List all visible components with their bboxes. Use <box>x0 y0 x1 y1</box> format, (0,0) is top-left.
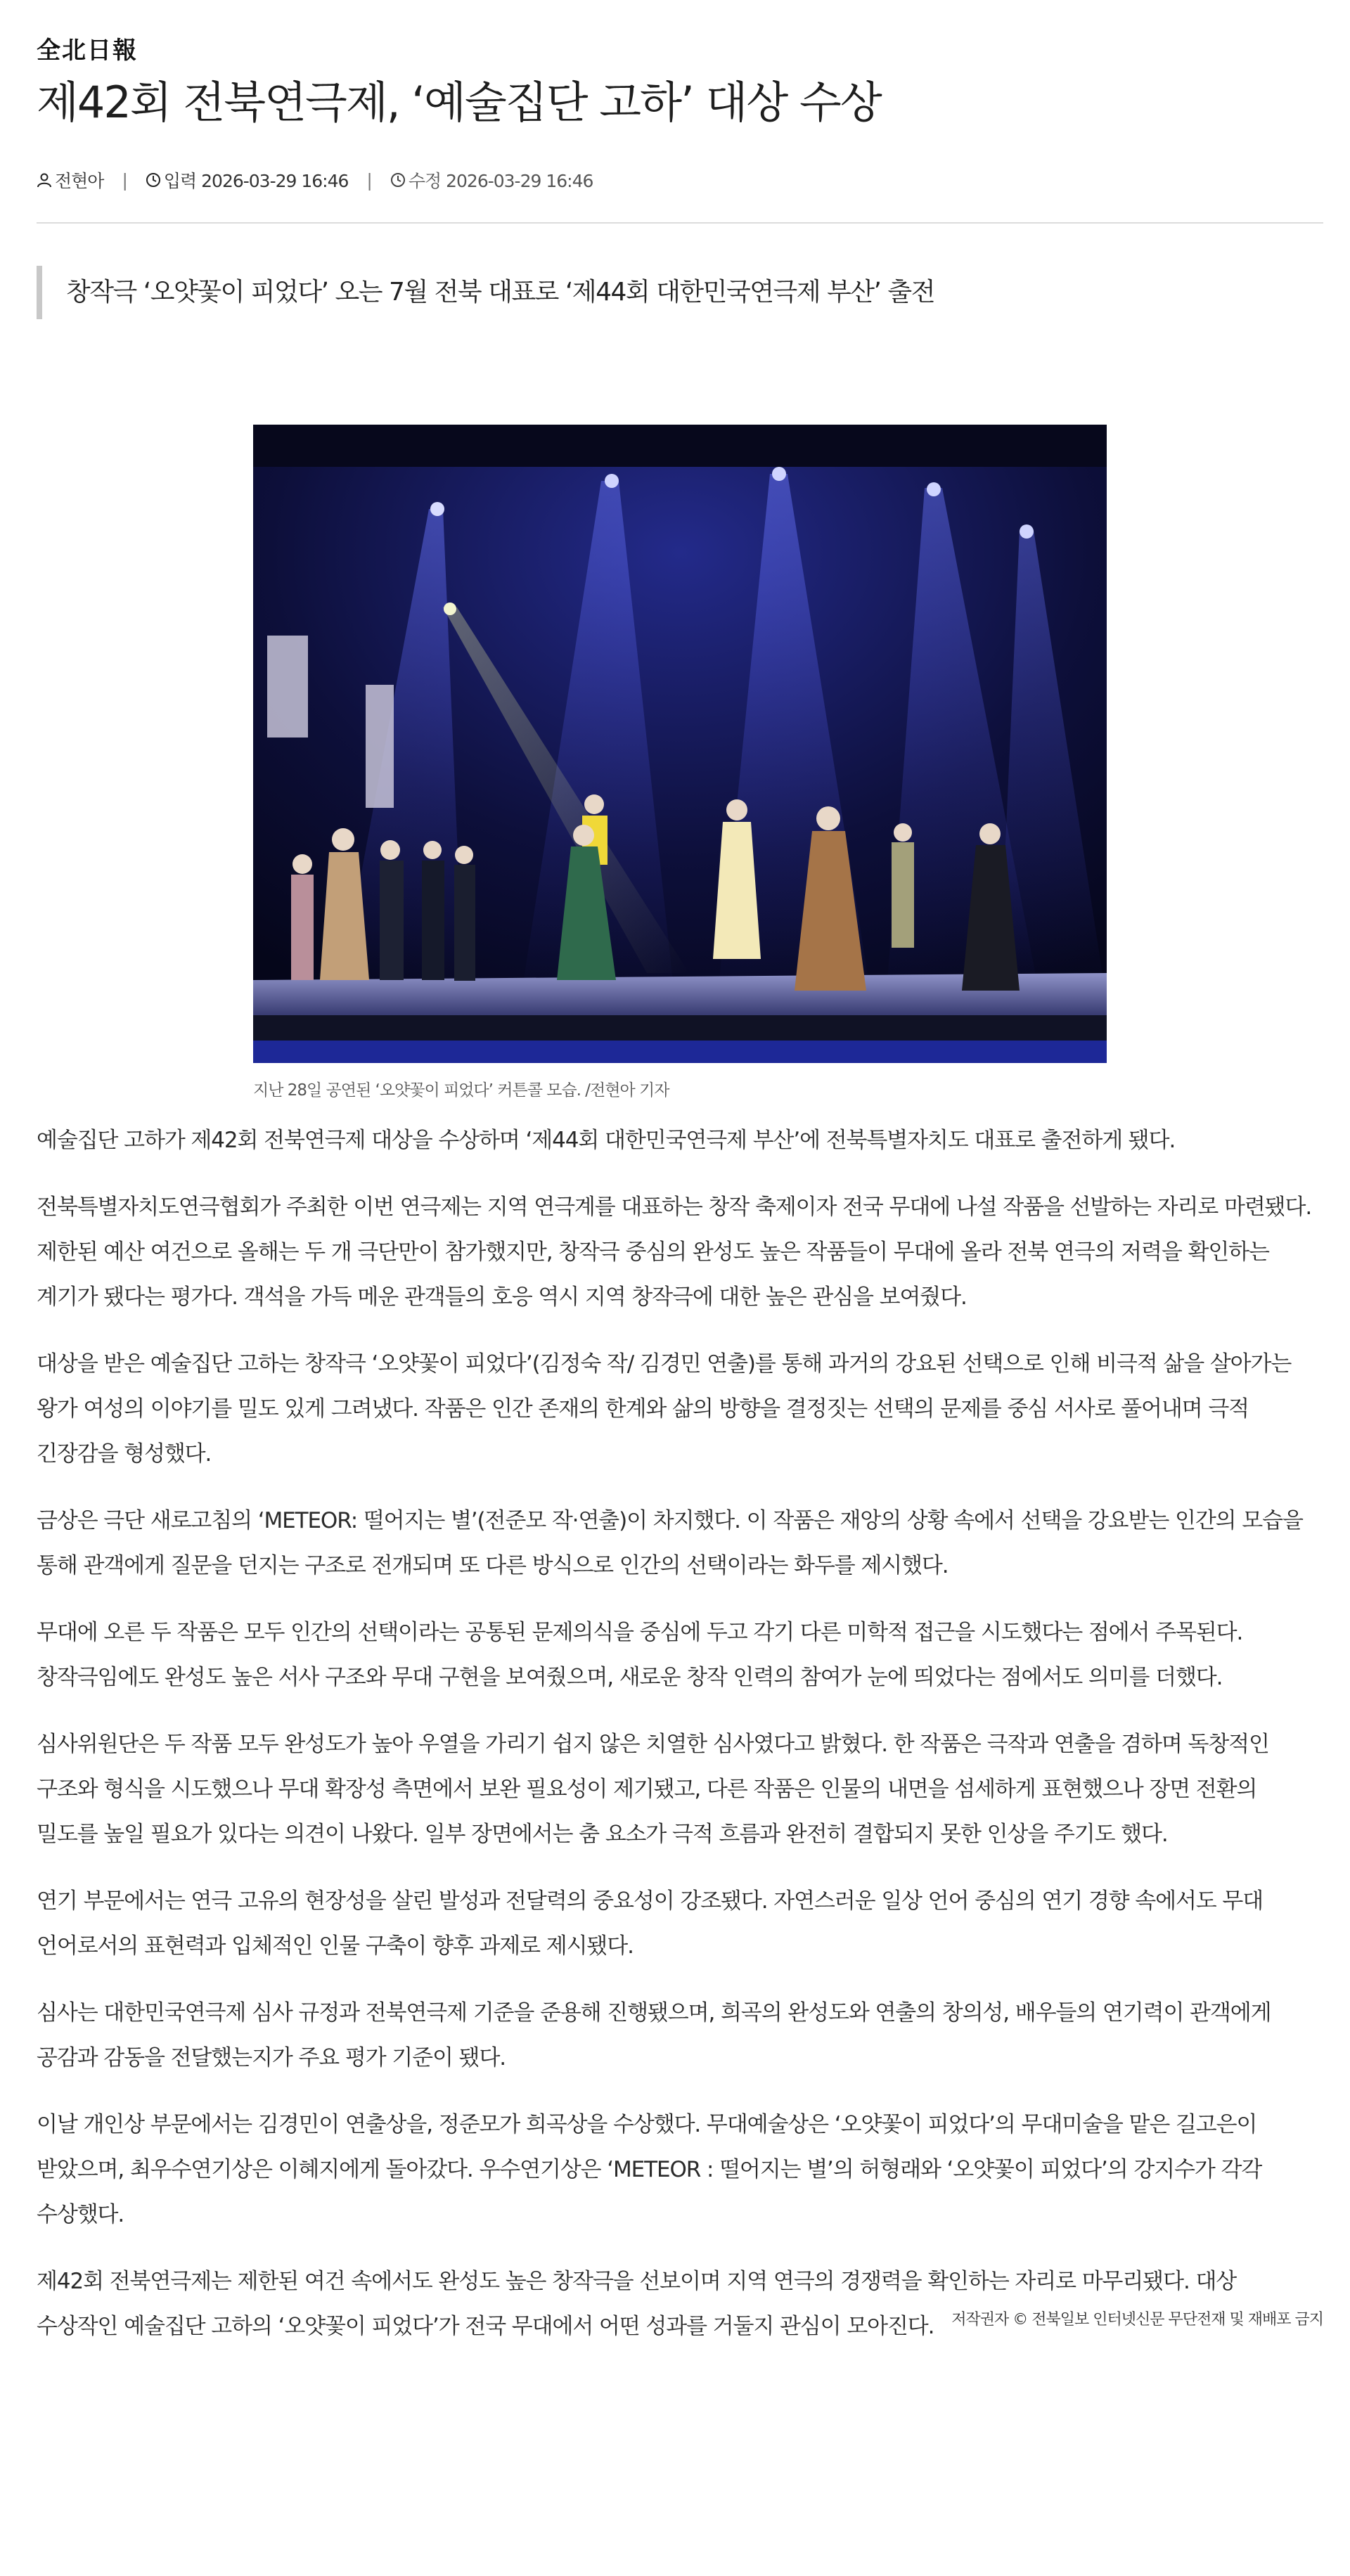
header-divider <box>37 222 1323 224</box>
paragraph: 심사는 대한민국연극제 심사 규정과 전북연극제 기준을 준용해 진행됐으며, 희곡의 완성도와 연출의 창의성, 배우들의 연기력이 관객에게 공감과 감동을 전달했는지가 주요 평가 기준이 됐다. <box>37 2000 1271 2071</box>
paragraph: 금상은 극단 새로고침의 ‘METEOR: 떨어지는 별’(전준모 작·연출)이 차지했다. 이 작품은 재앙의 상황 속에서 선택을 강요받는 인간의 모습을 통해 관객에게 질문을 던지는 구조로 전개되며 또 다른 방식으로 인간의 선택이라는 화두를 제시했다. <box>37 1508 1303 1578</box>
meta-divider: | <box>366 169 372 191</box>
paragraph: 이날 개인상 부문에서는 김경민이 연출상을, 정준모가 희곡상을 수상했다. 무대예술상은 ‘오얏꽃이 피었다’의 무대미술을 맡은 길고은이 받았으며, 최우수연기상은 이혜지에게 돌아갔다. 우수연기상은 ‘METEOR : 떨어지는 별’의 허형래와 ‘오얏꽃이 피었다’의 강지수가 각각 수상했다. <box>37 2112 1262 2227</box>
paragraph: 대상을 받은 예술집단 고하는 창작극 ‘오얏꽃이 피었다’(김정숙 작/ 김경민 연출)를 통해 과거의 강요된 선택으로 인해 비극적 삶을 살아가는 왕가 여성의 이야기를 밀도 있게 그려냈다. 작품은 인간 존재의 한계와 삶의 방향을 결정짓는 선택의 문제를 중심 서사로 풀어내며 극적 긴장감을 형성했다. <box>37 1351 1292 1467</box>
paragraph: 제42회 전북연극제는 제한된 여건 속에서도 완성도 높은 창작극을 선보이며 지역 연극의 경쟁력을 확인하는 자리로 마무리됐다. 대상 수상작인 예술집단 고하의 ‘오얏꽃이 피었다’가 전국 무대에서 어떤 성과를 거둘지 관심이 모아진다. <box>37 2269 1237 2339</box>
byline[interactable] <box>37 167 103 193</box>
clock-icon <box>390 172 406 188</box>
paragraph: 무대에 오른 두 작품은 모두 인간의 선택이라는 공통된 문제의식을 중심에 두고 각기 다른 미학적 접근을 시도했다는 점에서 주목된다. 창작극임에도 완성도 높은 서사 구조와 무대 구현을 보여줬으며, 새로운 창작 인력의 참여가 눈에 띄었다는 점에서도 의미를 더했다. <box>37 1620 1243 1690</box>
photo-caption: 지난 28일 공연된 ‘오얏꽃이 피었다’ 커튼콜 모습. /전현아 기자 <box>253 1081 669 1100</box>
article-title: 제42회 전북연극제, ‘예술집단 고하’ 대상 수상 <box>37 77 881 128</box>
newspaper-logo[interactable]: 全北日報 <box>37 37 138 65</box>
meta-divider: | <box>122 169 127 191</box>
paragraph: 연기 부문에서는 연극 고유의 현장성을 살린 발성과 전달력의 중요성이 강조됐다. 자연스러운 일상 언어 중심의 연기 경향 속에서도 무대 언어로서의 표현력과 입체적인 인물 구축이 향후 과제로 제시됐다. <box>37 1888 1264 1959</box>
paragraph: 전북특별자치도연극협회가 주최한 이번 연극제는 지역 연극계를 대표하는 창작 축제이자 전국 무대에 나설 작품을 선발하는 자리로 마련됐다. 제한된 예산 여건으로 올해는 두 개 극단만이 참가했지만, 창작극 중심의 완성도 높은 작품들이 무대에 올라 전북 연극의 저력을 확인하는 계기가 됐다는 평가다. 객석을 가득 메운 관객들의 호응 역시 지역 창작극에 대한 높은 관심을 보여줬다. <box>37 1194 1312 1310</box>
article-subtitle: 창작극 ‘오얏꽃이 피었다’ 오는 7월 전북 대표로 ‘제44회 대한민국연극제 부산’ 출전 <box>37 266 1274 319</box>
modified-date <box>390 167 593 193</box>
article-body <box>37 1118 1323 2371</box>
clock-icon <box>146 172 161 188</box>
published-label: 입력 2026-03-29 16:46 <box>163 171 349 191</box>
article-photo[interactable] <box>253 425 1107 1063</box>
author-name: 전현아 <box>55 171 104 191</box>
person-icon <box>37 172 52 188</box>
stage-curtain-call-image <box>253 425 1107 1063</box>
published-date <box>146 167 349 193</box>
paragraph: 예술집단 고하가 제42회 전북연극제 대상을 수상하며 ‘제44회 대한민국연극제 부산’에 전북특별자치도 대표로 출전하게 됐다. <box>37 1128 1176 1153</box>
modified-label: 수정 2026-03-29 16:46 <box>408 171 593 191</box>
copyright-notice: 저작권자 © 전북일보 인터넷신문 무단전재 및 재배포 금지 <box>951 2311 1323 2329</box>
article-meta <box>37 167 593 193</box>
paragraph: 심사위원단은 두 작품 모두 완성도가 높아 우열을 가리기 쉽지 않은 치열한 심사였다고 밝혔다. 한 작품은 극작과 연출을 겸하며 독창적인 구조와 형식을 시도했으나 무대 확장성 측면에서 보완 필요성이 제기됐고, 다른 작품은 인물의 내면을 섬세하게 표현했으나 장면 전환의 밀도를 높일 필요가 있다는 의견이 나왔다. 일부 장면에서는 춤 요소가 극적 흐름과 완전히 결합되지 못한 인상을 주기도 했다. <box>37 1732 1269 1847</box>
